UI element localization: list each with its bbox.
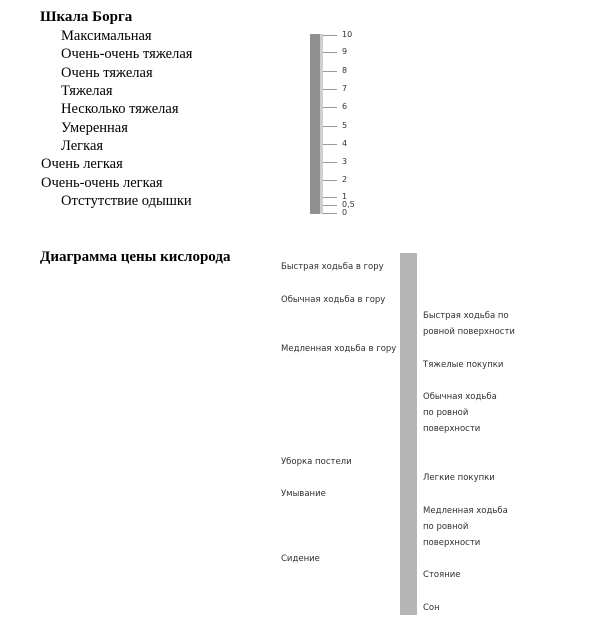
borg-item-very-very-light: Очень-очень легкая bbox=[41, 175, 163, 191]
oxygen-right-label bbox=[423, 567, 461, 583]
borg-item-very-very-hard: Очень-очень тяжелая bbox=[61, 46, 193, 62]
borg-tick bbox=[323, 126, 337, 127]
oxygen-right-label-line: Быстрая ходьба по bbox=[423, 311, 509, 321]
borg-title: Шкала Борга bbox=[40, 9, 133, 25]
borg-tick-label: 1 bbox=[342, 192, 348, 201]
borg-tick bbox=[323, 144, 337, 145]
oxygen-right-label-line: поверхности bbox=[423, 424, 481, 434]
oxygen-left-label: Уборка постели bbox=[281, 457, 352, 467]
borg-item-very-light: Очень легкая bbox=[41, 156, 123, 172]
oxygen-left-label: Быстрая ходьба в гору bbox=[281, 262, 384, 272]
borg-tick-label: 5 bbox=[342, 121, 348, 130]
borg-item-no-dyspnea: Отстутствие одышки bbox=[61, 193, 192, 209]
oxygen-right-label-line: поверхности bbox=[423, 538, 481, 548]
oxygen-right-label-line: Сон bbox=[423, 603, 440, 613]
borg-tick bbox=[323, 107, 337, 108]
borg-item-very-hard: Очень тяжелая bbox=[61, 65, 153, 81]
borg-scale-bar bbox=[310, 34, 320, 214]
borg-scale-bar-edge bbox=[320, 34, 323, 214]
borg-item-hard: Тяжелая bbox=[61, 83, 113, 99]
oxygen-right-label-line: по ровной bbox=[423, 408, 469, 418]
borg-tick bbox=[323, 197, 337, 198]
borg-item-max: Максимальная bbox=[61, 28, 152, 44]
oxygen-right-label bbox=[423, 308, 515, 340]
borg-tick bbox=[323, 213, 337, 214]
borg-tick bbox=[323, 205, 337, 206]
oxygen-right-label-line: по ровной bbox=[423, 522, 469, 532]
borg-tick bbox=[323, 35, 337, 36]
borg-tick bbox=[323, 162, 337, 163]
borg-item-moderate: Умеренная bbox=[61, 120, 128, 136]
oxygen-right-label-line: ровной поверхности bbox=[423, 327, 515, 337]
borg-tick-label: 8 bbox=[342, 66, 348, 75]
oxygen-left-label: Сидение bbox=[281, 554, 320, 564]
borg-tick-label: 0 bbox=[342, 208, 348, 217]
oxygen-right-label bbox=[423, 389, 497, 437]
borg-tick bbox=[323, 52, 337, 53]
borg-tick bbox=[323, 89, 337, 90]
borg-tick-label: 7 bbox=[342, 84, 348, 93]
oxygen-right-label-line: Стояние bbox=[423, 570, 461, 580]
oxygen-left-label: Медленная ходьба в гору bbox=[281, 344, 397, 354]
oxygen-left-label: Обычная ходьба в гору bbox=[281, 295, 386, 305]
oxygen-left-label: Умывание bbox=[281, 489, 326, 499]
borg-tick-label: 4 bbox=[342, 139, 348, 148]
borg-tick-label: 0,5 bbox=[342, 200, 355, 209]
oxygen-right-label bbox=[423, 357, 503, 373]
oxygen-right-label bbox=[423, 503, 508, 551]
borg-tick bbox=[323, 71, 337, 72]
borg-tick-label: 10 bbox=[342, 30, 353, 39]
oxygen-title: Диаграмма цены кислорода bbox=[40, 249, 231, 265]
borg-tick-label: 3 bbox=[342, 157, 348, 166]
oxygen-right-label bbox=[423, 600, 440, 616]
borg-item-somewhat-hard: Несколько тяжелая bbox=[61, 101, 179, 117]
borg-item-light: Легкая bbox=[61, 138, 104, 154]
borg-tick-label: 2 bbox=[342, 175, 348, 184]
borg-tick-label: 6 bbox=[342, 102, 348, 111]
oxygen-right-label-line: Легкие покупки bbox=[423, 473, 495, 483]
oxygen-right-label-line: Обычная ходьба bbox=[423, 392, 497, 402]
oxygen-right-label-line: Тяжелые покупки bbox=[423, 360, 504, 370]
borg-tick-label: 9 bbox=[342, 47, 348, 56]
oxygen-diagram-bar bbox=[400, 253, 417, 615]
oxygen-right-label bbox=[423, 470, 495, 486]
oxygen-right-label-line: Медленная ходьба bbox=[423, 506, 508, 516]
borg-tick bbox=[323, 180, 337, 181]
